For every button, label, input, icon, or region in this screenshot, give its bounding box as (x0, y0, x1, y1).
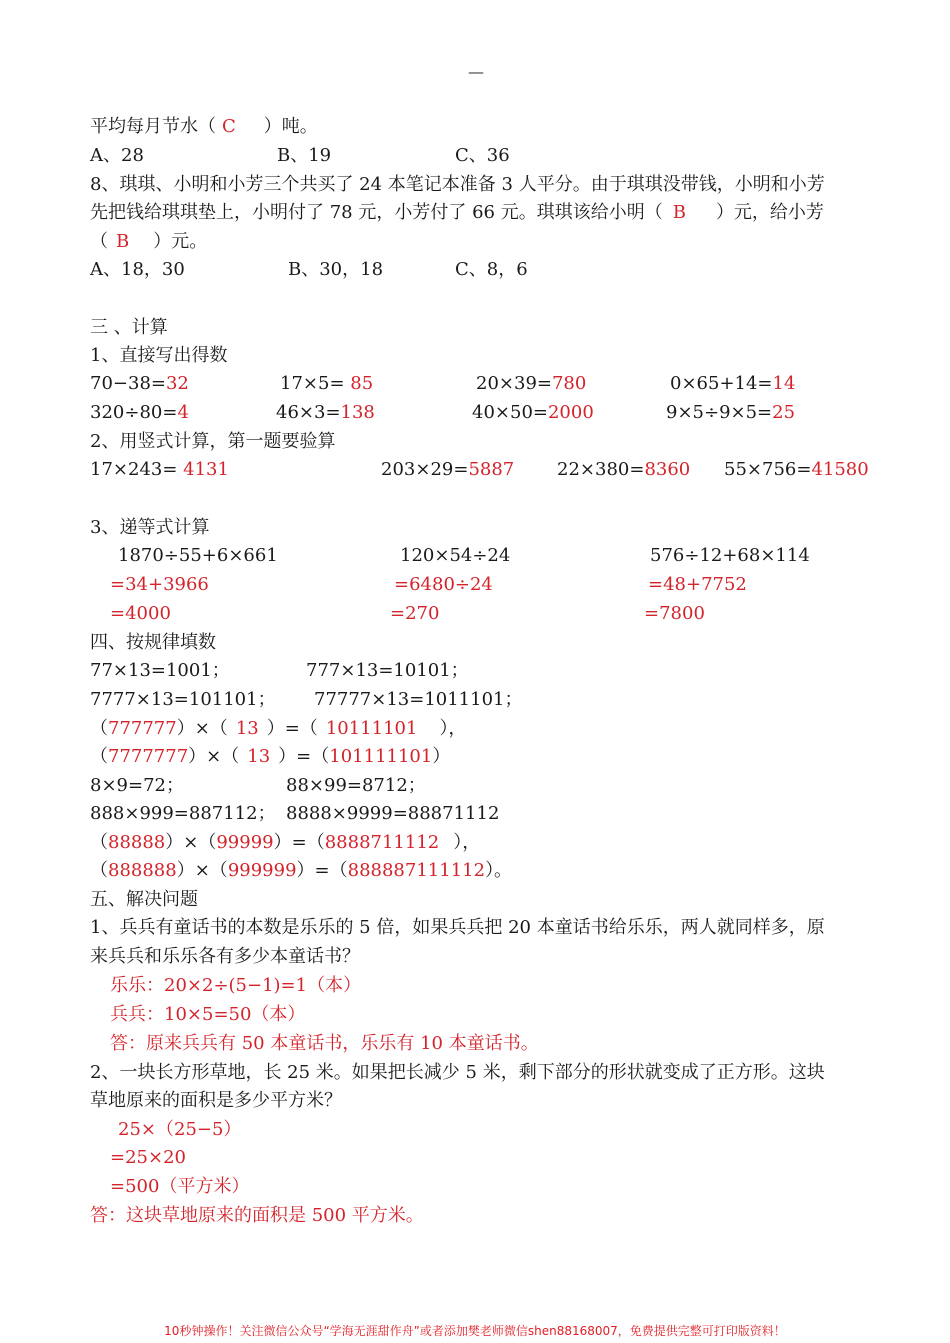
q8-answer-1: B (672, 202, 686, 223)
calc-item: 46×3=138 (276, 402, 375, 423)
vertical-calc-item: 55×756=41580 (724, 459, 869, 480)
q8-option-b: B、30，18 (288, 259, 384, 280)
calc-item: 320÷80=4 (90, 402, 189, 423)
header-mark: — (468, 62, 484, 81)
calc-item: 70−38=32 (90, 373, 189, 394)
problem1-answer: 兵兵：10×5=50（本） (110, 1004, 306, 1025)
q8-option-a: A、18，30 (90, 259, 185, 280)
q8-answer-2: B (116, 231, 130, 252)
step-line: =34+3966 (110, 574, 209, 595)
problem2-answer: =25×20 (110, 1147, 186, 1168)
pattern-line: 8×9=72； (90, 775, 184, 796)
problem1-line1: 1、兵兵有童话书的本数是乐乐的 5 倍，如果兵兵把 20 本童话书给乐乐，两人就同样多，原 (90, 917, 825, 938)
pattern-line: 77777×13=1011101； (314, 689, 523, 710)
step-line: =6480÷24 (394, 574, 493, 595)
pattern-fill: （88888）×（99999）=（8888711112 ）， (90, 832, 481, 853)
footer-promo: 10秒钟操作！关注微信公众号“学海无涯甜作舟”或者添加樊老师微信shen88168007，免费提供完整可打印版资料！ (164, 1324, 786, 1338)
vertical-calc-item: 17×243= 4131 (90, 459, 229, 480)
step-question: 1870÷55+6×661 (118, 545, 278, 566)
section3-sub3: 3、递等式计算 (90, 517, 210, 538)
section5-title: 五、解决问题 (90, 889, 198, 910)
problem1-answer: 答：原来兵兵有 50 本童话书，乐乐有 10 本童话书。 (110, 1033, 539, 1054)
step-question: 576÷12+68×114 (650, 545, 810, 566)
pattern-fill: （888888）×（999999）=（888887111112）。 (90, 860, 513, 881)
problem1-line2: 来兵兵和乐乐各有多少本童话书？ (90, 946, 360, 967)
q7-option-c: C、36 (455, 145, 510, 166)
problem2-answer: =500（平方米） (110, 1176, 250, 1197)
calc-item: 9×5÷9×5=25 (666, 402, 796, 423)
pattern-fill: （7777777）×（ 13 ）=（101111101） (90, 746, 451, 767)
problem2-line1: 2、一块长方形草地，长 25 米。如果把长减少 5 米，剩下部分的形状就变成了正方形。这块 (90, 1062, 825, 1083)
step-line: =4000 (110, 603, 171, 624)
q7-answer: C (222, 116, 236, 137)
q8-line1: 8、琪琪、小明和小芳三个共买了 24 本笔记本准备 3 人平分。由于琪琪没带钱，小明和小芳 (90, 174, 825, 195)
step-question: 120×54÷24 (400, 545, 511, 566)
calc-item: 17×5= 85 (280, 373, 374, 394)
calc-item: 0×65+14=14 (670, 373, 796, 394)
q7-stem: 平均每月节水（ C ）吨。 (90, 113, 318, 141)
pattern-fill: （777777）×（ 13 ）=（ 10111101 ）， (90, 718, 467, 739)
q8-line3: （ B ）元。 (90, 228, 207, 256)
step-line: =270 (390, 603, 440, 624)
calc-item: 40×50=2000 (472, 402, 594, 423)
pattern-line: 88×99=8712； (286, 775, 426, 796)
q7-option-b: B、19 (277, 145, 332, 166)
q8-option-c: C、8，6 (455, 259, 528, 280)
step-line: =7800 (644, 603, 705, 624)
calc-item: 20×39=780 (476, 373, 587, 394)
section3-sub2: 2、用竖式计算，第一题要验算 (90, 431, 336, 452)
vertical-calc-item: 203×29=5887 (381, 459, 515, 480)
pattern-line: 8888×9999=88871112 (286, 803, 500, 824)
pattern-line: 888×999=887112； (90, 803, 276, 824)
problem2-line2: 草地原来的面积是多少平方米？ (90, 1090, 342, 1111)
problem2-answer: 25×（25−5） (118, 1119, 242, 1140)
section3-sub1: 1、直接写出得数 (90, 345, 228, 366)
step-line: =48+7752 (648, 574, 747, 595)
problem2-answer: 答：这块草地原来的面积是 500 平方米。 (90, 1205, 424, 1226)
section3-title: 三 、计算 (90, 317, 168, 338)
section4-title: 四、按规律填数 (90, 632, 216, 653)
q7-option-a: A、28 (90, 145, 144, 166)
vertical-calc-item: 22×380=8360 (557, 459, 691, 480)
problem1-answer: 乐乐：20×2÷(5−1)=1（本） (110, 975, 362, 996)
pattern-line: 777×13=10101； (306, 660, 469, 681)
q8-line2: 先把钱给琪琪垫上，小明付了 78 元，小芳付了 66 元。琪琪该给小明（ B ）元，给小芳 (90, 199, 824, 227)
pattern-line: 77×13=1001； (90, 660, 230, 681)
pattern-line: 7777×13=101101； (90, 689, 276, 710)
